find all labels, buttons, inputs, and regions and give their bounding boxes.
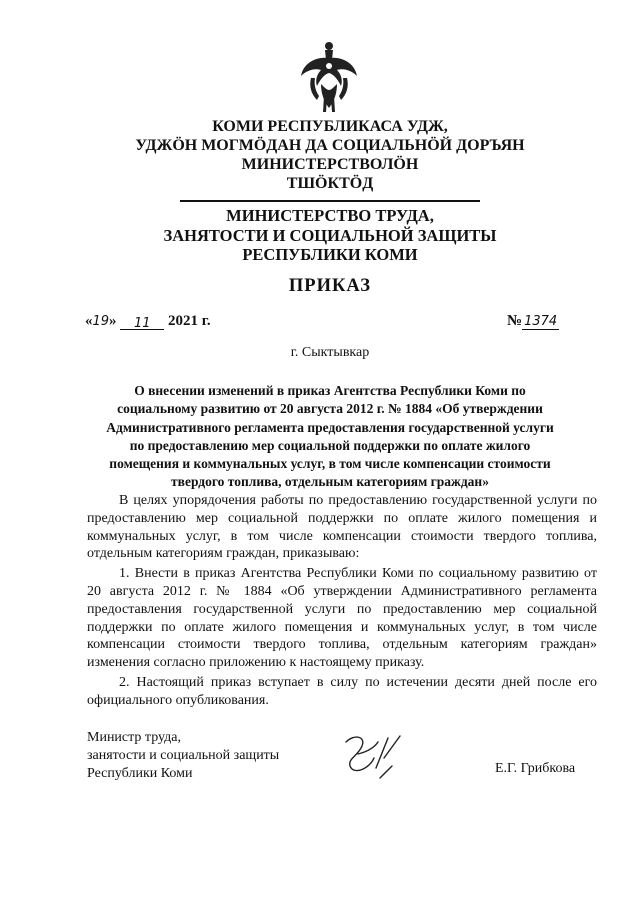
position-line: Министр труда, bbox=[87, 730, 181, 745]
position-line: занятости и социальной защиты bbox=[87, 747, 280, 763]
coat-of-arms-emblem bbox=[297, 40, 361, 112]
ministry-header-line: РЕСПУБЛИКИ КОМИ bbox=[242, 245, 418, 264]
date-quote-open: « bbox=[85, 313, 93, 329]
subject-line: по предоставлению мер социальной поддержки по оплате жилого bbox=[129, 437, 531, 453]
number-sign: № bbox=[507, 313, 523, 329]
header-divider bbox=[180, 200, 480, 202]
city: г. Сыктывкар bbox=[290, 345, 370, 360]
subject-line: Административного регламента предоставления государственной услуги bbox=[106, 419, 554, 435]
handwritten-signature bbox=[340, 728, 410, 780]
order-number bbox=[507, 313, 559, 330]
body-item-1: 1. Внести в приказ Агентства Республики Коми по социальному развитию от 20 августа 2012 г. № 1884 «Об утверждении Административного регламента предоставления государственной услуги по предоставлению мер социальной поддержки по оплате жилого помещения и коммунальных услуг, в том числе компенсации стоимости твердого топлива, отдельным категориям граждан» изменения согласно приложению к настоящему приказу. bbox=[87, 566, 597, 671]
subject-line: О внесении изменений в приказ Агентства Республики Коми по bbox=[134, 383, 526, 398]
signatory-position bbox=[87, 729, 279, 782]
date-quote-close: » bbox=[109, 313, 117, 329]
komi-header-line: ТШӦКТӦД bbox=[286, 175, 374, 192]
date-month-handwritten: 11 bbox=[134, 316, 151, 331]
order-date bbox=[85, 313, 211, 330]
ministry-header bbox=[120, 206, 540, 265]
number-handwritten: 1374 bbox=[524, 314, 558, 329]
position-line: Республики Коми bbox=[87, 765, 193, 781]
komi-header-line: УДЖӦН МОГМӦДАН ДА СОЦИАЛЬНӦЙ ДОРЪЯН bbox=[135, 137, 525, 154]
date-day-handwritten: 19 bbox=[92, 314, 110, 329]
date-year: 2021 г. bbox=[168, 313, 211, 329]
order-title: ПРИКАЗ bbox=[288, 276, 372, 296]
date-month-line bbox=[120, 315, 164, 330]
order-subject bbox=[100, 382, 560, 492]
komi-header-line: МИНИСТЕРСТВОЛӦН bbox=[241, 156, 419, 173]
ministry-header-line: ЗАНЯТОСТИ И СОЦИАЛЬНОЙ ЗАЩИТЫ bbox=[163, 225, 497, 245]
subject-line: социальному развитию от 20 августа 2012 г. № 1884 «Об утверждении bbox=[117, 401, 543, 417]
subject-line: твердого топлива, отдельным категориям граждан» bbox=[171, 474, 489, 490]
komi-header-line: КОМИ РЕСПУБЛИКАСА УДЖ, bbox=[212, 118, 448, 135]
komi-header bbox=[120, 117, 540, 193]
signatory-name: Е.Г. Грибкова bbox=[495, 761, 576, 776]
ministry-header-line: МИНИСТЕРСТВО ТРУДА, bbox=[226, 206, 434, 225]
subject-line: помещения и коммунальных услуг, в том числе компенсации стоимости bbox=[109, 456, 551, 472]
order-body bbox=[87, 492, 597, 712]
body-preamble: В целях упорядочения работы по предоставлению государственной услуги по предоставлению мер социальной поддержки по оплате жилого помещения и коммунальных услуг, в том числе компенсации стоимости твердого топлива, отдельным категориям граждан, приказываю: bbox=[87, 493, 597, 562]
body-item-2: 2. Настоящий приказ вступает в силу по истечении десяти дней после его официального опубликования. bbox=[87, 674, 597, 708]
